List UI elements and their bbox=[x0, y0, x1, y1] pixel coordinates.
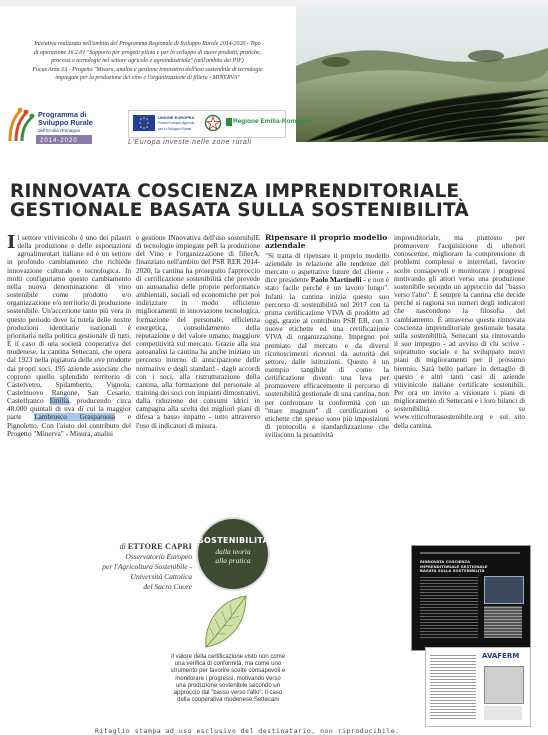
intro-line: processi e tecnologie nel settore agricolo e agroindustriale" (nell'ambito dei PIF) bbox=[51, 58, 244, 65]
thumbnail-header-bar bbox=[420, 552, 520, 554]
badge-subtitle-2: alla pratica bbox=[215, 556, 251, 565]
author-role: Università Cattolica bbox=[130, 572, 192, 581]
advert-brand: AVAFERM bbox=[482, 652, 520, 660]
column-1-end: e Pignoletto. Con l'aiuto del contributo del Progetto "Minerva" - Misura, analisi bbox=[7, 413, 131, 438]
badge-subtitle-1: dalla teoria bbox=[215, 547, 251, 556]
advert-thumbnail bbox=[425, 647, 531, 727]
column-1-mid: , producendo circa 48.000 quintali di uva di cui la maggior parte bbox=[7, 397, 132, 422]
psr-title-2: Sviluppo Rurale bbox=[38, 118, 93, 127]
column-1-text bbox=[7, 234, 131, 438]
magazine-page-thumbnail bbox=[411, 545, 531, 651]
leaf-illustration-icon bbox=[196, 592, 252, 652]
column-3-text bbox=[265, 252, 389, 440]
column-3-body-b: - e non è stato facile perché è un lavoro lungo". Infatti la cantina inizia questo suo percorso di sostenibilità nel 2017 con la prima certificazione VIVA di prodotto ad oggi, grazie al contributo PSR ER, con 3 nuove etichette ed una certificazione VIVA di organizzazione. Impegno poi premiato dal mercato e da diversi riconoscimenti ricevuti da autorità del settore, dalle istituzioni. Questo è un esempio tangibile di come la certificazione diventi una leva per promuovere efficacemente il percorso di sostenibilità gestionale di una cantina, non per confrontare la conformità con un "mare magnum" di certificazioni o etichette che spesso sono più imposizioni di protocollo e standardizzazione che sviliscono la proattività bbox=[265, 276, 389, 440]
author-role: Osservatorio Europeo bbox=[125, 552, 192, 561]
advert-footer-block bbox=[484, 706, 522, 720]
author-name-line bbox=[56, 542, 192, 552]
advert-text-lines bbox=[430, 654, 476, 720]
highlight-lambrusco: Lambrusco Grasparossa bbox=[34, 413, 116, 422]
regione-mark-icon bbox=[226, 118, 232, 126]
sostenibilita-badge bbox=[198, 519, 268, 589]
thumbnail-photo bbox=[484, 576, 524, 604]
eu-region-logos bbox=[128, 110, 312, 138]
title-line-2: GESTIONALE BASATA SULLA SOSTENIBILITÀ bbox=[10, 200, 469, 221]
badge-subtitle bbox=[198, 547, 268, 565]
psr-logo bbox=[6, 103, 94, 149]
intro-line: impiegate per la produzione del vino e l'organizzazione di filiera - MINERVA" bbox=[55, 75, 240, 82]
intro-line: di operazione 16.2.01 "Supporto per progetti pilota e per lo sviluppo di nuovi prodotti, pratiche, bbox=[33, 49, 262, 56]
article-column-4 bbox=[394, 234, 525, 430]
author-role: del Sacro Cuore bbox=[143, 582, 192, 591]
thumbnail-text-lines bbox=[420, 576, 478, 638]
article-column-2 bbox=[136, 234, 260, 430]
section-heading: Ripensare il proprio modello aziendale bbox=[265, 233, 388, 251]
drop-cap: I bbox=[7, 232, 16, 253]
article-column-1 bbox=[7, 234, 131, 438]
eu-flag-icon bbox=[133, 115, 155, 131]
column-2-text: e gestione INnovativa dell'uso sostenibilE di tecnologie impiegate peR la produzione del Vino e l'organizzazione di filierA, finanziato nell'ambito del PSR RER 2014-2020, la cantina ha proseguito l'approccio di certificazione sostenibilità che prevede un autoanalisi delle proprie performance ambientali, sociali ed economiche per poi indirizzare in modo efficiente miglioramenti in innovazione tecnologica, formazione del personale, efficienza energetica, consolidamento della reputazione e del valore umano, maggiore competitività sul mercato. Grazie alla sua autoanalisi la cantina ha anche iniziato un percorso interno di anticipazione delle normative e degli standard - dagli accordi con i soci, alla ristrutturazione della cantina, alla formazione del personale al training dei soci con impianti dimostrativi, dalla riduzione dei consumi idrici in campagna alla scelta dei migliori piani di difesa a basso impatto - tutto attraverso l'uso di indicatori di misura. bbox=[136, 234, 260, 430]
press-clipping-footer: Ritaglio stampa ad uso esclusivo del destinatario, non riproducibile. bbox=[95, 727, 400, 735]
column-1-body: l settore vitivinicolo è uno dei pilastri della produzione e delle esportazioni agroalimentari italiane ed è un settore in profondo cambiamento che richiede innovazione culturale e tecnologica. In molti configuriamo questo cambiamento nella nuova denominazione di vino sostenibile come prodotto e/o organizzazione e/o territorio di produzione sostenibile. Un'accezione tanto più vera in questo periodo dove la tutela delle nostre produzioni identitarie nazionali è prioritaria nella politica gestionale di tutti. È il caso di una società cooperativa del modenese, la cantina Settecani, che opera dal 1923 nella pigiatura delle uve prodotte dai propri soci. 195 aziende associate che coprono quello splendido territorio di Castelvetro, Spilamberto, Vignola, Castelnuovo Rangone, San Cesario, Castelfranco bbox=[7, 234, 131, 406]
regione-emilia-romagna: Regione Emilia-Romagna bbox=[233, 118, 312, 125]
thumbnail-title: RINNOVATA COSCIENZA IMPRENDITORIALE GESTIONALE BASATA SULLA SOSTENIBILITÀ bbox=[420, 559, 488, 574]
title-line-1: RINNOVATA COSCIENZA IMPRENDITORIALE bbox=[10, 181, 460, 202]
author-role: per l'Agricoltura Sostenibile - bbox=[102, 562, 192, 571]
psr-title: Programma di bbox=[38, 110, 87, 119]
intro-line: Focus Area 3A - Progetto "Misura, analisi e gestione innovativa dell'uso sostenibile di tecnologie bbox=[32, 66, 263, 73]
author-block bbox=[56, 542, 192, 592]
eu-title: UNIONE EUROPEA bbox=[158, 115, 195, 120]
badge-title: SOSTENIBILITÀ bbox=[198, 536, 269, 545]
article-column-3 bbox=[265, 234, 389, 439]
eu-motto: L'Europa investe nelle zone rurali bbox=[128, 139, 252, 146]
psr-sub: dell'Emilia-Romagna bbox=[38, 128, 80, 133]
author-prefix: di bbox=[119, 542, 126, 551]
column-4-text: imprenditoriale, ma piuttosto per promuovere l'acquisizione di ulteriori conoscenze, migliorare la comprensione di problemi complessi e interrelati, favorire scelte consapevoli e monitorare i progressi motivando gli attori verso una produzione sostenibile secondo un approccio dal "basso verso l'alto". È sempre la cantina che decide perché si ragiona sui numeri degli indicatori che nascondono la filosofia del cambiamento. È attraverso questa rinnovata coscienza imprenditoriale gestionale basata sulla sostenibilità, Settecani sta rinnovando il suo impegno - ad avviso di chi scrive - soprattutto sociale e ha sviluppato nuovi piani di miglioramenti per il prossimo biennio. Sarà bello parlare in dettaglio di questo e altri tanti casi di aziende vitivinicole italiane certificate sostenibili. Per ora un invito a visionare i piani di miglioramento di Settecani e i loro bilanci di sostenibilità su www.viticolturasostenibile.org e sul sito della cantina. bbox=[394, 234, 525, 430]
vineyard-photo bbox=[296, 6, 548, 142]
column-3-body-a: "Si tratta di ripensare il proprio modello aziendale in relazione alle tendenze del mercato o aspettative future del cliente - dice presidente bbox=[265, 251, 389, 285]
article-title bbox=[10, 182, 530, 220]
italian-republic-emblem-icon bbox=[204, 113, 222, 133]
advert-machine-image bbox=[484, 666, 524, 704]
president-name: Paolo Martinelli bbox=[310, 276, 362, 285]
eu-text bbox=[158, 115, 200, 132]
thumbnail-photo-2 bbox=[484, 606, 522, 638]
psr-years: 2014-2020 bbox=[40, 138, 78, 144]
intro-line: Iniziativa realizzata nell'ambito del Programma Regionale di Sviluppo Rurale 2014-2020 - Tipo bbox=[34, 41, 261, 47]
figure-caption: Il valore della certificazione visto non come una verifica di conformità, ma come uno strumento per favorire scelte consapevoli e monitorare i progressi, motivando verso una produzione sostenibile secondo un approccio dal "basso verso l'alto". Il caso della cooperativa modenese Settecani bbox=[170, 654, 286, 704]
project-intro bbox=[6, 40, 289, 83]
highlight-emilia: Emilia bbox=[49, 397, 69, 406]
author-name: ETTORE CAPRI bbox=[127, 542, 192, 551]
eu-subtitle: Fondo Europeo Agricolo per lo Sviluppo Rurale bbox=[158, 121, 195, 131]
